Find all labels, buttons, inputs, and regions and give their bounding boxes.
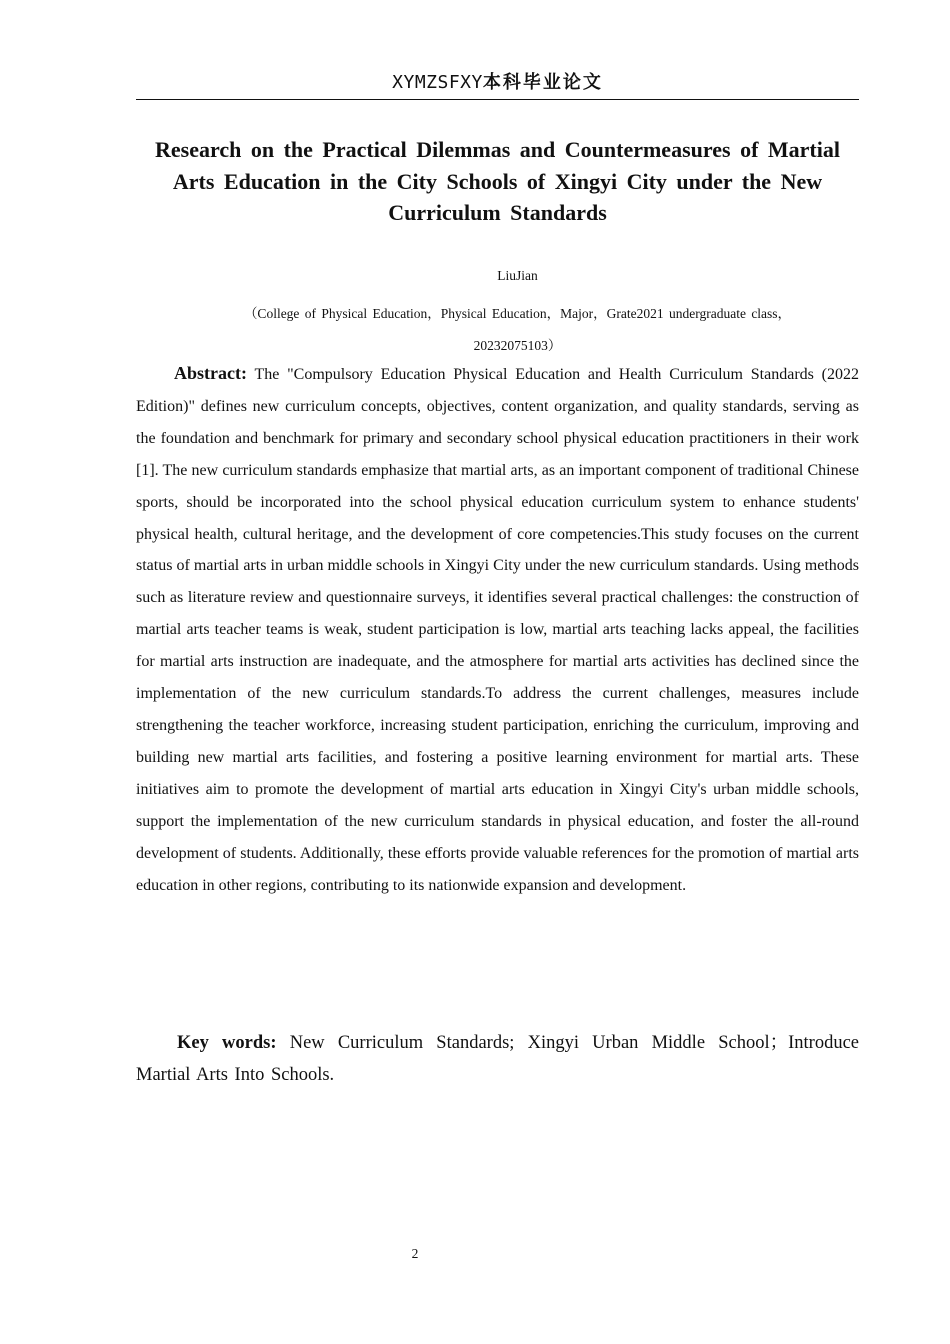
keywords-paragraph — [136, 1028, 859, 1091]
affiliation-line-2: 20232075103） — [473, 338, 562, 353]
author-name: LiuJian — [497, 268, 538, 283]
abstract-label: Abstract: — [174, 363, 247, 383]
author-affiliation — [186, 298, 849, 362]
header-prefix: XYMZSFXY — [392, 72, 483, 93]
page-number: 2 — [411, 1246, 419, 1261]
abstract-text: The "Compulsory Education Physical Education and Health Curriculum Standards (2022 Edition)" defines new curriculum concepts, objectives, content organization, and quality standards, serving as the foundation and benchmark for primary and secondary school physical education practitioners in their work [1]. The new curriculum standards emphasize that martial arts, as an important component of traditional Chinese sports, should be incorporated into the school physical education curriculum system to enhance students' physical health, cultural heritage, and the development of core competencies.This study focuses on the current status of martial arts in urban middle schools in Xingyi City under the new curriculum standards. Using methods such as literature review and questionnaire surveys, it identifies several practical challenges: the construction of martial arts teacher teams is weak, student participation is low, martial arts teaching lacks appeal, the facilities for martial arts instruction are inadequate, and the atmosphere for martial arts activities has declined since the implementation of the new curriculum standards.To address the current challenges, measures include strengthening the teacher workforce, increasing student participation, enriching the curriculum, improving and building new martial arts facilities, and fostering a positive learning environment for martial arts. These initiatives aim to promote the development of martial arts education in Xingyi City's urban middle schools, support the implementation of the new curriculum standards in physical education, and foster the all-round development of students. Additionally, these efforts provide valuable references for the promotion of martial arts education in other regions, contributing to its nationwide expansion and development. — [136, 366, 859, 894]
keywords-text: New Curriculum Standards; Xingyi Urban Middle School；Introduce Martial Arts Into Schools. — [136, 1033, 859, 1085]
header-title-cn: 本科毕业论文 — [482, 72, 603, 93]
paper-title: Research on the Practical Dilemmas and Countermeasures of Martial Arts Education in the City Schools of Xingyi City under the New Curriculum Standards — [155, 137, 840, 225]
header-rule — [136, 99, 859, 100]
abstract-paragraph — [136, 358, 859, 901]
keywords-label: Key words: — [177, 1033, 277, 1053]
running-header — [136, 70, 859, 96]
affiliation-line-1: （College of Physical Education，Physical Education，Major，Grate2021 undergraduate class， — [243, 306, 792, 321]
